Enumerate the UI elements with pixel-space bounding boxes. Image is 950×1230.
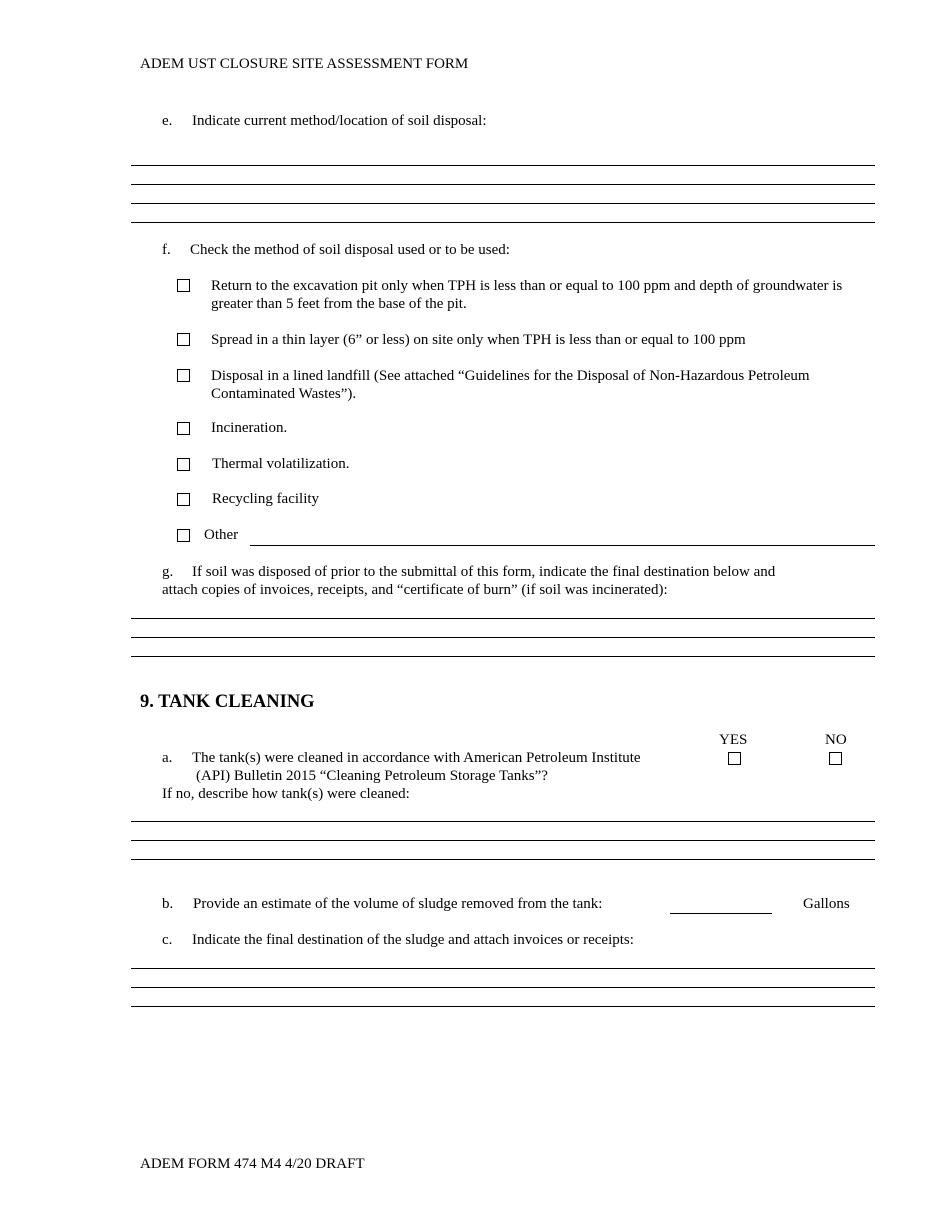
item-a-answer-line-1[interactable]: [131, 821, 875, 822]
section-e-answer-line-1[interactable]: [131, 165, 875, 166]
option-label: Disposal in a lined landfill (See attached “Guidelines for the Disposal of Non-Hazardous Petroleum Contaminated Wastes”).: [211, 368, 810, 402]
section-e-text: Indicate current method/location of soil disposal:: [192, 113, 487, 129]
option-label: Recycling facility: [212, 491, 320, 507]
item-c-text: Indicate the final destination of the sludge and attach invoices or receipts:: [192, 932, 634, 948]
yes-column-label: YES: [719, 732, 748, 748]
section-g-answer-line-1[interactable]: [131, 618, 875, 619]
option-label: Incineration.: [211, 420, 288, 436]
section-e-letter: e.: [162, 113, 173, 129]
item-a-line-2: (API) Bulletin 2015 “Cleaning Petroleum Storage Tanks”?: [196, 768, 548, 784]
section-e-answer-line-4[interactable]: [131, 222, 875, 223]
option-label: Spread in a thin layer (6” or less) on site only when TPH is less than or equal to 100 ppm: [211, 332, 746, 348]
section-g-answer-line-2[interactable]: [131, 637, 875, 638]
section-e-answer-line-2[interactable]: [131, 184, 875, 185]
item-b-text: Provide an estimate of the volume of sludge removed from the tank:: [193, 896, 603, 912]
item-a-answer-line-3[interactable]: [131, 859, 875, 860]
item-a-answer-line-2[interactable]: [131, 840, 875, 841]
item-a-line-3: If no, describe how tank(s) were cleaned:: [162, 786, 410, 802]
section-g-line-2: attach copies of invoices, receipts, and “certificate of burn” (if soil was incinerated):: [162, 582, 668, 598]
no-column-label: NO: [825, 732, 847, 748]
checkbox[interactable]: [177, 369, 190, 382]
other-input[interactable]: [250, 527, 875, 546]
item-b-letter: b.: [162, 896, 174, 912]
item-c-answer-line-1[interactable]: [131, 968, 875, 969]
item-c-answer-line-3[interactable]: [131, 1006, 875, 1007]
form-footer: ADEM FORM 474 M4 4/20 DRAFT: [140, 1156, 365, 1172]
section-g-line-1: g. If soil was disposed of prior to the submittal of this form, indicate the final destination below and: [162, 564, 776, 580]
checkbox[interactable]: [177, 279, 190, 292]
option-label: Return to the excavation pit only when TPH is less than or equal to 100 ppm and depth of groundwater is greater than 5 feet from the base of the pit.: [211, 278, 843, 312]
item-c-letter: c.: [162, 932, 173, 948]
item-a-line-1: The tank(s) were cleaned in accordance with American Petroleum Institute: [192, 750, 641, 766]
checkbox[interactable]: [177, 493, 190, 506]
item-a-letter: a.: [162, 750, 173, 766]
section-g-answer-line-3[interactable]: [131, 656, 875, 657]
no-checkbox[interactable]: [829, 752, 842, 765]
checkbox[interactable]: [177, 422, 190, 435]
section-9-heading: 9. TANK CLEANING: [140, 692, 315, 712]
section-f-letter: f.: [162, 242, 171, 258]
checkbox[interactable]: [177, 458, 190, 471]
option-label: Other: [204, 527, 239, 543]
section-e-answer-line-3[interactable]: [131, 203, 875, 204]
option-label: Thermal volatilization.: [212, 456, 350, 472]
sludge-volume-input[interactable]: [670, 896, 772, 914]
checkbox[interactable]: [177, 529, 190, 542]
section-f-text: Check the method of soil disposal used or to be used:: [190, 242, 510, 258]
gallons-unit: Gallons: [803, 896, 850, 912]
item-c-answer-line-2[interactable]: [131, 987, 875, 988]
checkbox[interactable]: [177, 333, 190, 346]
yes-checkbox[interactable]: [728, 752, 741, 765]
form-title: ADEM UST CLOSURE SITE ASSESSMENT FORM: [140, 56, 469, 72]
